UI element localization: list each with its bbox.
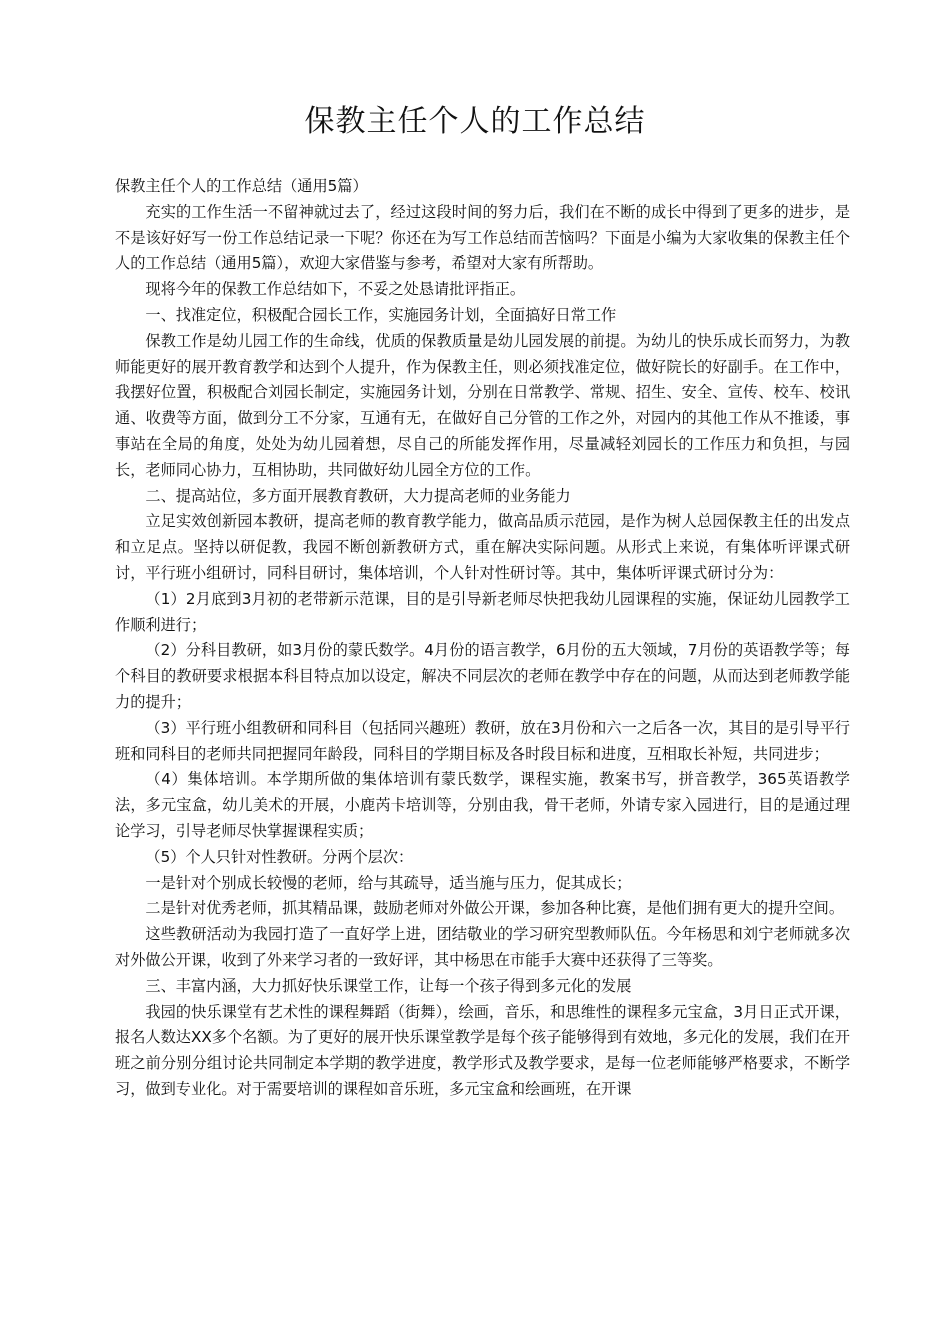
section-heading-1: 一、找准定位，积极配合园长工作，实施园务计划，全面搞好日常工作 [145,305,617,324]
list-item-2: （2）分科目教研，如3月份的蒙氏数学。4月份的语言教学，6月份的五大领域，7月份的英语教学等；每个科目的教研要求根据本科目特点加以设定，解决不同层次的老师在教学中存在的问题，从而达到老师教学能力的提升； [115,641,850,711]
list-item-1: （1）2月底到3月初的老带新示范课，目的是引导新老师尽快把我幼儿园课程的实施，保证幼儿园教学工作顺利进行； [115,589,850,634]
section-heading-3: 三、丰富内涵，大力抓好快乐课堂工作，让每一个孩子得到多元化的发展 [145,976,632,995]
section-3-paragraph: 我园的快乐课堂有艺术性的课程舞蹈（街舞），绘画，音乐，和思维性的课程多元宝盒，3月日正式开课，报名人数达XX多个名额。为了更好的展开快乐课堂教学是每个孩子能够得到有效地，多元化的发展，我们在开班之前分别分组讨论共同制定本学期的教学进度，教学形式及教学要求，是每一位老师能够严格要求，不断学习，做到专业化。对于需要培训的课程如音乐班，多元宝盒和绘画班，在开课 [115,1002,850,1098]
document-body [115,174,850,1103]
list-item-4: （4）集体培训。本学期所做的集体培训有蒙氏数学，课程实施，教案书写，拼音教学，365英语教学法，多元宝盒，幼儿美术的开展，小鹿芮卡培训等，分别由我，骨干老师，外请专家入园进行，目的是通过理论学习，引导老师尽快掌握课程实质； [115,770,850,840]
list-item-3: （3）平行班小组教研和同科目（包括同兴趣班）教研，放在3月份和六一之后各一次，其目的是引导平行班和同科目的老师共同把握同年龄段，同科目的学期目标及各时段目标和进度，互相取长补短，共同进步； [115,718,850,763]
intro-paragraph: 充实的工作生活一不留神就过去了，经过这段时间的努力后，我们在不断的成长中得到了更多的进步，是不是该好好写一份工作总结记录一下呢？你还在为写工作总结而苦恼吗？下面是小编为大家收集的保教主任个人的工作总结（通用5篇），欢迎大家借鉴与参考，希望对大家有所帮助。 [115,202,850,273]
section-2-paragraph: 立足实效创新园本教研，提高老师的教育教学能力，做高品质示范园，是作为树人总园保教主任的出发点和立足点。坚持以研促教，我园不断创新教研方式，重在解决实际问题。从形式上来说，有集体听评课式研讨，平行班小组研讨，同科目研讨，集体培训，个人针对性研讨等。其中，集体听评课式研讨分为： [115,512,850,582]
section-heading-2: 二、提高站位，多方面开展教育教研，大力提高老师的业务能力 [145,486,571,505]
sub-item-2: 二是针对优秀老师，抓其精品课，鼓励老师对外做公开课，参加各种比赛，是他们拥有更大的提升空间。 [145,899,845,918]
sub-item-1: 一是针对个别成长较慢的老师，给与其疏导，适当施与压力，促其成长； [145,873,632,892]
document-title: 保教主任个人的工作总结 [304,104,646,139]
section-2-conclusion: 这些教研活动为我园打造了一直好学上进，团结敬业的学习研究型教师队伍。今年杨思和刘宁老师就多次对外做公开课，收到了外来学习者的一致好评，其中杨思在市能手大赛中还获得了三等奖。 [115,925,850,969]
summary-paragraph: 现将今年的保教工作总结如下，不妥之处恳请批评指正。 [145,280,526,299]
subtitle-paragraph: 保教主任个人的工作总结（通用5篇） [115,177,368,195]
section-1-paragraph: 保教工作是幼儿园工作的生命线，优质的保教质量是幼儿园发展的前提。为幼儿的快乐成长而努力，为教师能更好的展开教育教学和达到个人提升，作为保教主任，则必须找准定位，做好院长的好副手。在工作中，我摆好位置，积极配合刘园长制定，实施园务计划，分别在日常教学、常规、招生、安全、宣传、校车、校讯通、收费等方面，做到分工不分家，互通有无，在做好自己分管的工作之外，对园内的其他工作从不推诿，事事站在全局的角度，处处为幼儿园着想，尽自己的所能发挥作用，尽量减轻刘园长的工作压力和负担，与园长，老师同心协力，互相协助，共同做好幼儿园全方位的工作。 [115,331,850,479]
list-item-5: （5）个人只针对性教研。分两个层次： [145,847,414,866]
